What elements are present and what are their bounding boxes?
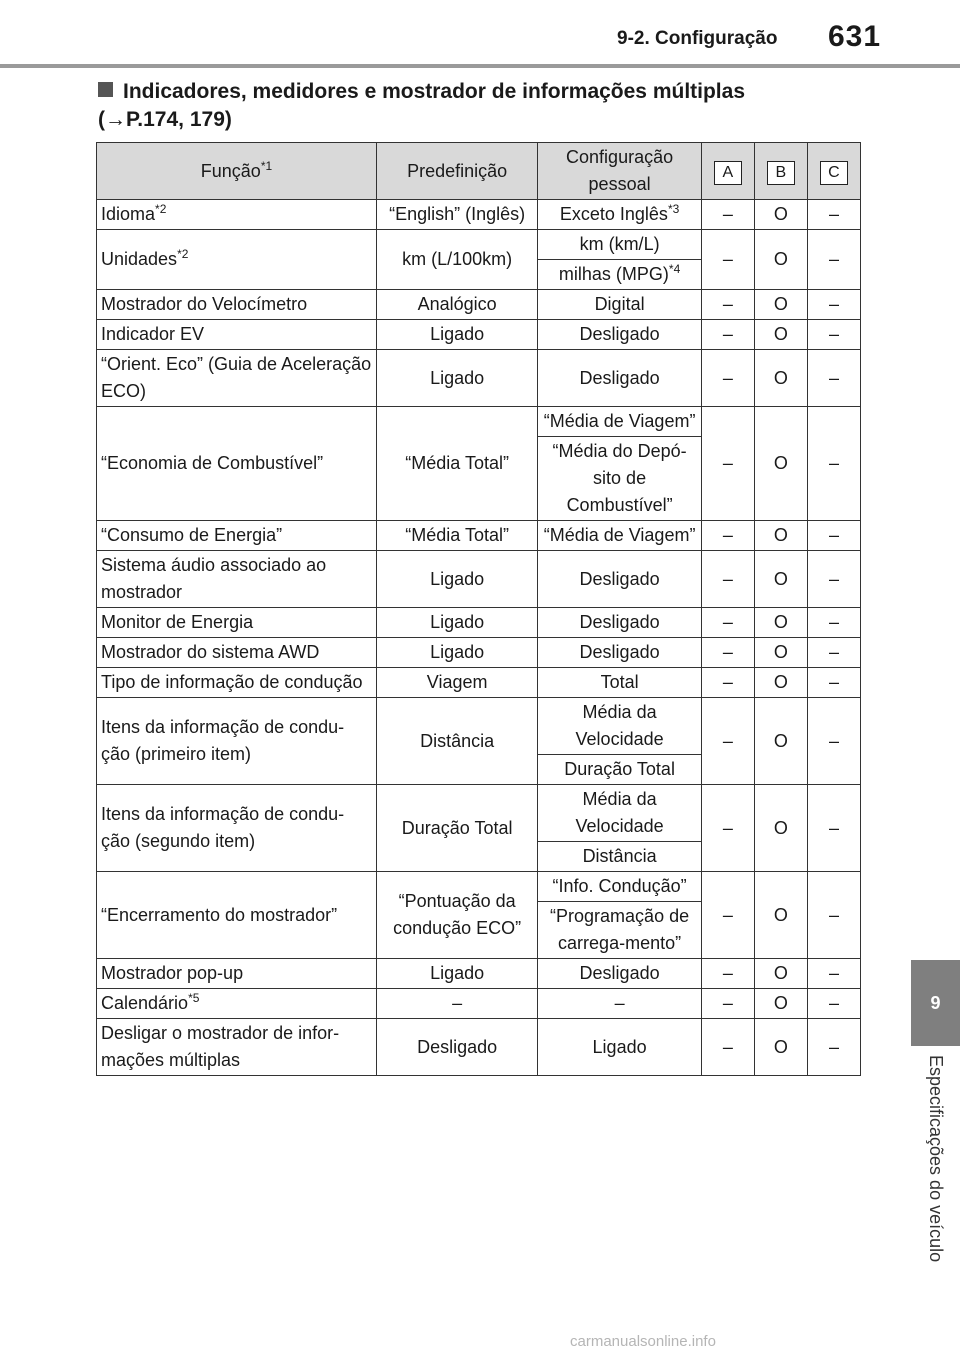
cell-default: Desligado bbox=[376, 1019, 537, 1076]
cell-c: – bbox=[807, 290, 860, 320]
cell-personal: Duração Total bbox=[538, 755, 702, 785]
table-row bbox=[97, 1019, 861, 1076]
cell-a: – bbox=[701, 959, 754, 989]
cell-a: – bbox=[701, 551, 754, 608]
cell-default: Ligado bbox=[376, 551, 537, 608]
cell-a: – bbox=[701, 668, 754, 698]
cell-c: – bbox=[807, 200, 860, 230]
cell-a: – bbox=[701, 608, 754, 638]
cell-personal: Média da Velocidade bbox=[538, 698, 702, 755]
cell-default: “English” (Inglês) bbox=[376, 200, 537, 230]
header-default: Predefinição bbox=[376, 143, 537, 200]
cell-function: Monitor de Energia bbox=[97, 608, 377, 638]
cell-b: O bbox=[754, 320, 807, 350]
cell-function: Desligar o mostrador de infor-mações múltiplas bbox=[97, 1019, 377, 1076]
cell-b: O bbox=[754, 989, 807, 1019]
header-function: Função$^{*1}$ bbox=[97, 143, 377, 200]
cell-a: – bbox=[701, 200, 754, 230]
cell-default: “Média Total” bbox=[376, 521, 537, 551]
footnote-mark: *5 bbox=[188, 991, 200, 1005]
cell-c: – bbox=[807, 1019, 860, 1076]
cell-personal: “Média do Depó-sito de Combustível” bbox=[538, 437, 702, 521]
cell-function: Unidades$^{*2}$ bbox=[97, 230, 377, 290]
cell-personal: “Média de Viagem” bbox=[538, 521, 702, 551]
table-row bbox=[97, 230, 861, 260]
cell-function: “Economia de Combustível” bbox=[97, 407, 377, 521]
cell-default: Ligado bbox=[376, 608, 537, 638]
cell-personal: Ligado bbox=[538, 1019, 702, 1076]
cell-b: O bbox=[754, 872, 807, 959]
cell-default: Ligado bbox=[376, 350, 537, 407]
cell-default: Ligado bbox=[376, 320, 537, 350]
cell-function: Calendário$^{*5}$ bbox=[97, 989, 377, 1019]
cell-b: O bbox=[754, 407, 807, 521]
cell-b: O bbox=[754, 200, 807, 230]
cell-b: O bbox=[754, 638, 807, 668]
cell-personal: Desligado bbox=[538, 551, 702, 608]
cell-function: Sistema áudio associado ao mostrador bbox=[97, 551, 377, 608]
cell-function: Itens da informação de condu-ção (primeiro item) bbox=[97, 698, 377, 785]
table-row bbox=[97, 350, 861, 407]
cell-a: – bbox=[701, 320, 754, 350]
cell-function: Mostrador do sistema AWD bbox=[97, 638, 377, 668]
cell-b: O bbox=[754, 785, 807, 872]
boxed-letter-c: C bbox=[820, 161, 848, 185]
table-row bbox=[97, 959, 861, 989]
cell-personal: Exceto Inglês$^{*3}$ bbox=[538, 200, 702, 230]
cell-b: O bbox=[754, 230, 807, 290]
cell-b: O bbox=[754, 1019, 807, 1076]
cell-personal: “Média de Viagem” bbox=[538, 407, 702, 437]
table-row bbox=[97, 785, 861, 842]
cell-personal: Desligado bbox=[538, 320, 702, 350]
cell-default: Viagem bbox=[376, 668, 537, 698]
cell-function: Mostrador do Velocímetro bbox=[97, 290, 377, 320]
cell-c: – bbox=[807, 959, 860, 989]
boxed-letter-a: A bbox=[714, 161, 742, 185]
cell-default: Ligado bbox=[376, 638, 537, 668]
cell-a: – bbox=[701, 872, 754, 959]
table-body bbox=[97, 200, 861, 1076]
cell-c: – bbox=[807, 350, 860, 407]
table-row bbox=[97, 872, 861, 902]
header-a bbox=[701, 143, 754, 200]
cell-personal: “Info. Condução” bbox=[538, 872, 702, 902]
cell-function: Idioma$^{*2}$ bbox=[97, 200, 377, 230]
cell-function: “Encerramento do mostrador” bbox=[97, 872, 377, 959]
cell-c: – bbox=[807, 551, 860, 608]
cell-c: – bbox=[807, 698, 860, 785]
cell-b: O bbox=[754, 668, 807, 698]
boxed-letter-b: B bbox=[767, 161, 795, 185]
cell-c: – bbox=[807, 989, 860, 1019]
cell-personal: milhas (MPG)$^{*4}$ bbox=[538, 260, 702, 290]
cell-personal: – bbox=[538, 989, 702, 1019]
cell-a: – bbox=[701, 698, 754, 785]
cell-personal: km (km/L) bbox=[538, 230, 702, 260]
cell-c: – bbox=[807, 608, 860, 638]
cell-b: O bbox=[754, 290, 807, 320]
watermark: carmanualsonline.info bbox=[570, 1333, 716, 1350]
cell-c: – bbox=[807, 668, 860, 698]
chapter-tab: 9 bbox=[911, 960, 960, 1046]
table-row bbox=[97, 698, 861, 755]
cell-personal: “Programação de carrega-mento” bbox=[538, 902, 702, 959]
cell-b: O bbox=[754, 521, 807, 551]
cell-c: – bbox=[807, 785, 860, 872]
cell-personal: Desligado bbox=[538, 350, 702, 407]
table-row bbox=[97, 200, 861, 230]
cell-function: “Consumo de Energia” bbox=[97, 521, 377, 551]
cell-function: Tipo de informação de condução bbox=[97, 668, 377, 698]
cell-personal: Média da Velocidade bbox=[538, 785, 702, 842]
table-row bbox=[97, 668, 861, 698]
cell-default: km (L/100km) bbox=[376, 230, 537, 290]
cell-c: – bbox=[807, 320, 860, 350]
settings-table bbox=[96, 142, 861, 1076]
footnote-mark: *1 bbox=[260, 158, 273, 173]
footnote-mark: *4 bbox=[668, 262, 681, 276]
cell-a: – bbox=[701, 407, 754, 521]
cell-personal: Desligado bbox=[538, 638, 702, 668]
cell-personal: Desligado bbox=[538, 959, 702, 989]
heading-title: Indicadores, medidores e mostrador de informações múltiplas bbox=[123, 80, 746, 103]
header-personal: Configuração pessoal bbox=[538, 143, 702, 200]
cell-b: O bbox=[754, 350, 807, 407]
footnote-mark: *3 bbox=[667, 202, 680, 216]
cell-default: “Pontuação da condução ECO” bbox=[376, 872, 537, 959]
cell-b: O bbox=[754, 608, 807, 638]
heading-page-reference: (→P.174, 179) bbox=[98, 108, 232, 131]
header-c bbox=[807, 143, 860, 200]
square-bullet-icon bbox=[98, 82, 113, 97]
cell-a: – bbox=[701, 350, 754, 407]
cell-function: Mostrador pop-up bbox=[97, 959, 377, 989]
cell-default: Analógico bbox=[376, 290, 537, 320]
footnote-mark: *2 bbox=[155, 202, 167, 216]
table-row bbox=[97, 290, 861, 320]
cell-function: Itens da informação de condu-ção (segundo item) bbox=[97, 785, 377, 872]
table-row bbox=[97, 608, 861, 638]
table-row bbox=[97, 320, 861, 350]
cell-c: – bbox=[807, 872, 860, 959]
cell-b: O bbox=[754, 959, 807, 989]
cell-c: – bbox=[807, 638, 860, 668]
cell-a: – bbox=[701, 290, 754, 320]
cell-a: – bbox=[701, 638, 754, 668]
section-heading bbox=[98, 78, 858, 134]
chapter-title: Especificações do veículo bbox=[926, 1055, 946, 1263]
table-row bbox=[97, 551, 861, 608]
header-rule bbox=[0, 64, 960, 68]
cell-a: – bbox=[701, 521, 754, 551]
cell-default: “Média Total” bbox=[376, 407, 537, 521]
cell-function: “Orient. Eco” (Guia de Aceleração ECO) bbox=[97, 350, 377, 407]
cell-function: Indicador EV bbox=[97, 320, 377, 350]
cell-a: – bbox=[701, 230, 754, 290]
footnote-mark: *2 bbox=[177, 247, 189, 261]
cell-c: – bbox=[807, 230, 860, 290]
cell-default: Ligado bbox=[376, 959, 537, 989]
cell-personal: Distância bbox=[538, 842, 702, 872]
cell-b: O bbox=[754, 698, 807, 785]
page-header bbox=[0, 0, 960, 62]
table-header-row bbox=[97, 143, 861, 200]
table-row bbox=[97, 989, 861, 1019]
table-row bbox=[97, 521, 861, 551]
header-b bbox=[754, 143, 807, 200]
cell-default: – bbox=[376, 989, 537, 1019]
cell-a: – bbox=[701, 989, 754, 1019]
cell-default: Distância bbox=[376, 698, 537, 785]
page-number: 631 bbox=[828, 20, 882, 53]
cell-a: – bbox=[701, 1019, 754, 1076]
cell-default: Duração Total bbox=[376, 785, 537, 872]
cell-personal: Total bbox=[538, 668, 702, 698]
cell-c: – bbox=[807, 407, 860, 521]
cell-c: – bbox=[807, 521, 860, 551]
cell-personal: Desligado bbox=[538, 608, 702, 638]
table-row bbox=[97, 407, 861, 437]
cell-b: O bbox=[754, 551, 807, 608]
cell-personal: Digital bbox=[538, 290, 702, 320]
section-label: 9-2. Configuração bbox=[617, 28, 778, 49]
cell-a: – bbox=[701, 785, 754, 872]
table-row bbox=[97, 638, 861, 668]
